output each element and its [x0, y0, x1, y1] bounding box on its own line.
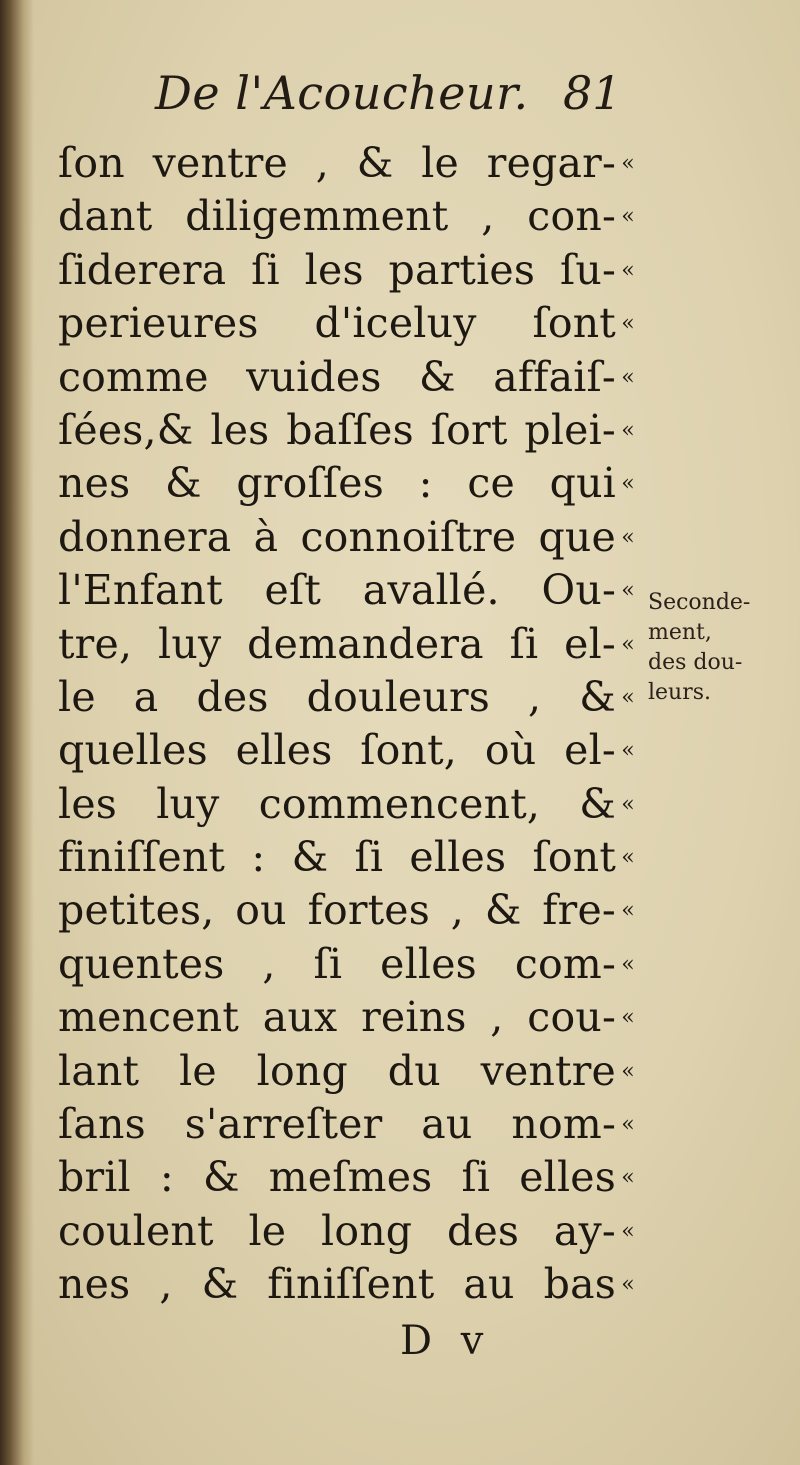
quote-mark: « [621, 578, 635, 604]
text-line [58, 671, 638, 724]
running-title: De l'Acoucheur. [155, 66, 529, 120]
text-line [58, 190, 638, 243]
marginal-note-line: ment, [648, 620, 712, 645]
quote-mark: « [621, 684, 635, 710]
quote-mark: « [621, 364, 635, 390]
quote-mark: « [621, 845, 635, 871]
quote-mark: « [621, 257, 635, 283]
text-line [58, 511, 638, 564]
quote-mark: « [621, 1005, 635, 1031]
quote-mark: « [621, 151, 635, 176]
text-line [58, 1258, 638, 1311]
text-line [58, 778, 638, 831]
marginal-note-line: Seconde- [648, 590, 751, 615]
text-line [58, 137, 638, 190]
quote-mark: « [621, 311, 635, 337]
line-text: dant diligemment , con- [58, 192, 616, 241]
marginal-note [648, 588, 788, 708]
quote-mark: « [621, 738, 635, 764]
line-text: bril : & meſmes ſi elles [58, 1153, 616, 1202]
quote-mark: « [621, 631, 635, 657]
line-text: nes , & finiſſent au bas [58, 1260, 616, 1309]
book-spine-shadow [0, 0, 34, 1465]
quote-mark: « [621, 1272, 635, 1298]
quote-mark: « [621, 1165, 635, 1191]
quote-mark: « [621, 1218, 635, 1244]
line-text: petites, ou fortes , & fre- [58, 886, 616, 935]
line-text: le a des douleurs , & [58, 672, 616, 721]
text-line [58, 1098, 638, 1151]
text-line [58, 404, 638, 457]
page-header [155, 66, 635, 136]
marginal-note-line: des dou- [648, 650, 743, 675]
line-text: finiſſent : & ſi elles ſont [58, 833, 616, 882]
quote-mark: « [621, 1112, 635, 1138]
line-text: quelles elles ſont, où el- [58, 726, 616, 775]
marginal-note-line: leurs. [648, 680, 712, 705]
line-text: ſon ventre , & le regar- [58, 139, 616, 187]
line-text: ſées,& les baſſes ſort plei- [58, 405, 616, 454]
text-line [58, 724, 638, 777]
text-line [58, 1151, 638, 1204]
line-text: quentes , ſi elles com- [58, 939, 616, 988]
line-text: ſiderera ſi les parties ſu- [58, 245, 616, 294]
quote-mark: « [621, 951, 635, 977]
line-text: nes & groſſes : ce qui [58, 459, 616, 508]
line-text: les luy commencent, & [58, 779, 616, 828]
quote-mark: « [621, 791, 635, 817]
quote-mark: « [621, 1058, 635, 1084]
line-text: lant le long du ventre [58, 1046, 616, 1095]
line-text: comme vuides & affaiſ- [58, 352, 616, 401]
text-line [58, 564, 638, 617]
quote-mark: « [621, 524, 635, 550]
quote-mark: « [621, 417, 635, 443]
text-line [58, 1205, 638, 1258]
line-text: donnera à connoiſtre que [58, 512, 616, 561]
text-line [58, 244, 638, 297]
signature-mark: D v [400, 1318, 492, 1364]
line-text: ſans s'arreſter au nom- [58, 1100, 616, 1149]
text-line [58, 938, 638, 991]
line-text: mencent aux reins , cou- [58, 993, 616, 1042]
quote-mark: « [621, 204, 635, 230]
text-line [58, 297, 638, 350]
text-line [58, 991, 638, 1044]
page-number: 81 [563, 66, 622, 120]
text-line [58, 884, 638, 937]
line-text: coulent le long des ay- [58, 1206, 616, 1255]
body-text [58, 137, 638, 1312]
text-line [58, 618, 638, 671]
line-text: tre, luy demandera ſi el- [58, 619, 616, 668]
line-text: perieures d'iceluy ſont [58, 299, 616, 348]
quote-mark: « [621, 471, 635, 497]
quote-mark: « [621, 898, 635, 924]
line-text: l'Enfant eſt avallé. Ou- [58, 566, 616, 615]
text-line [58, 831, 638, 884]
text-line [58, 351, 638, 404]
text-line [58, 457, 638, 510]
text-line [58, 1045, 638, 1098]
